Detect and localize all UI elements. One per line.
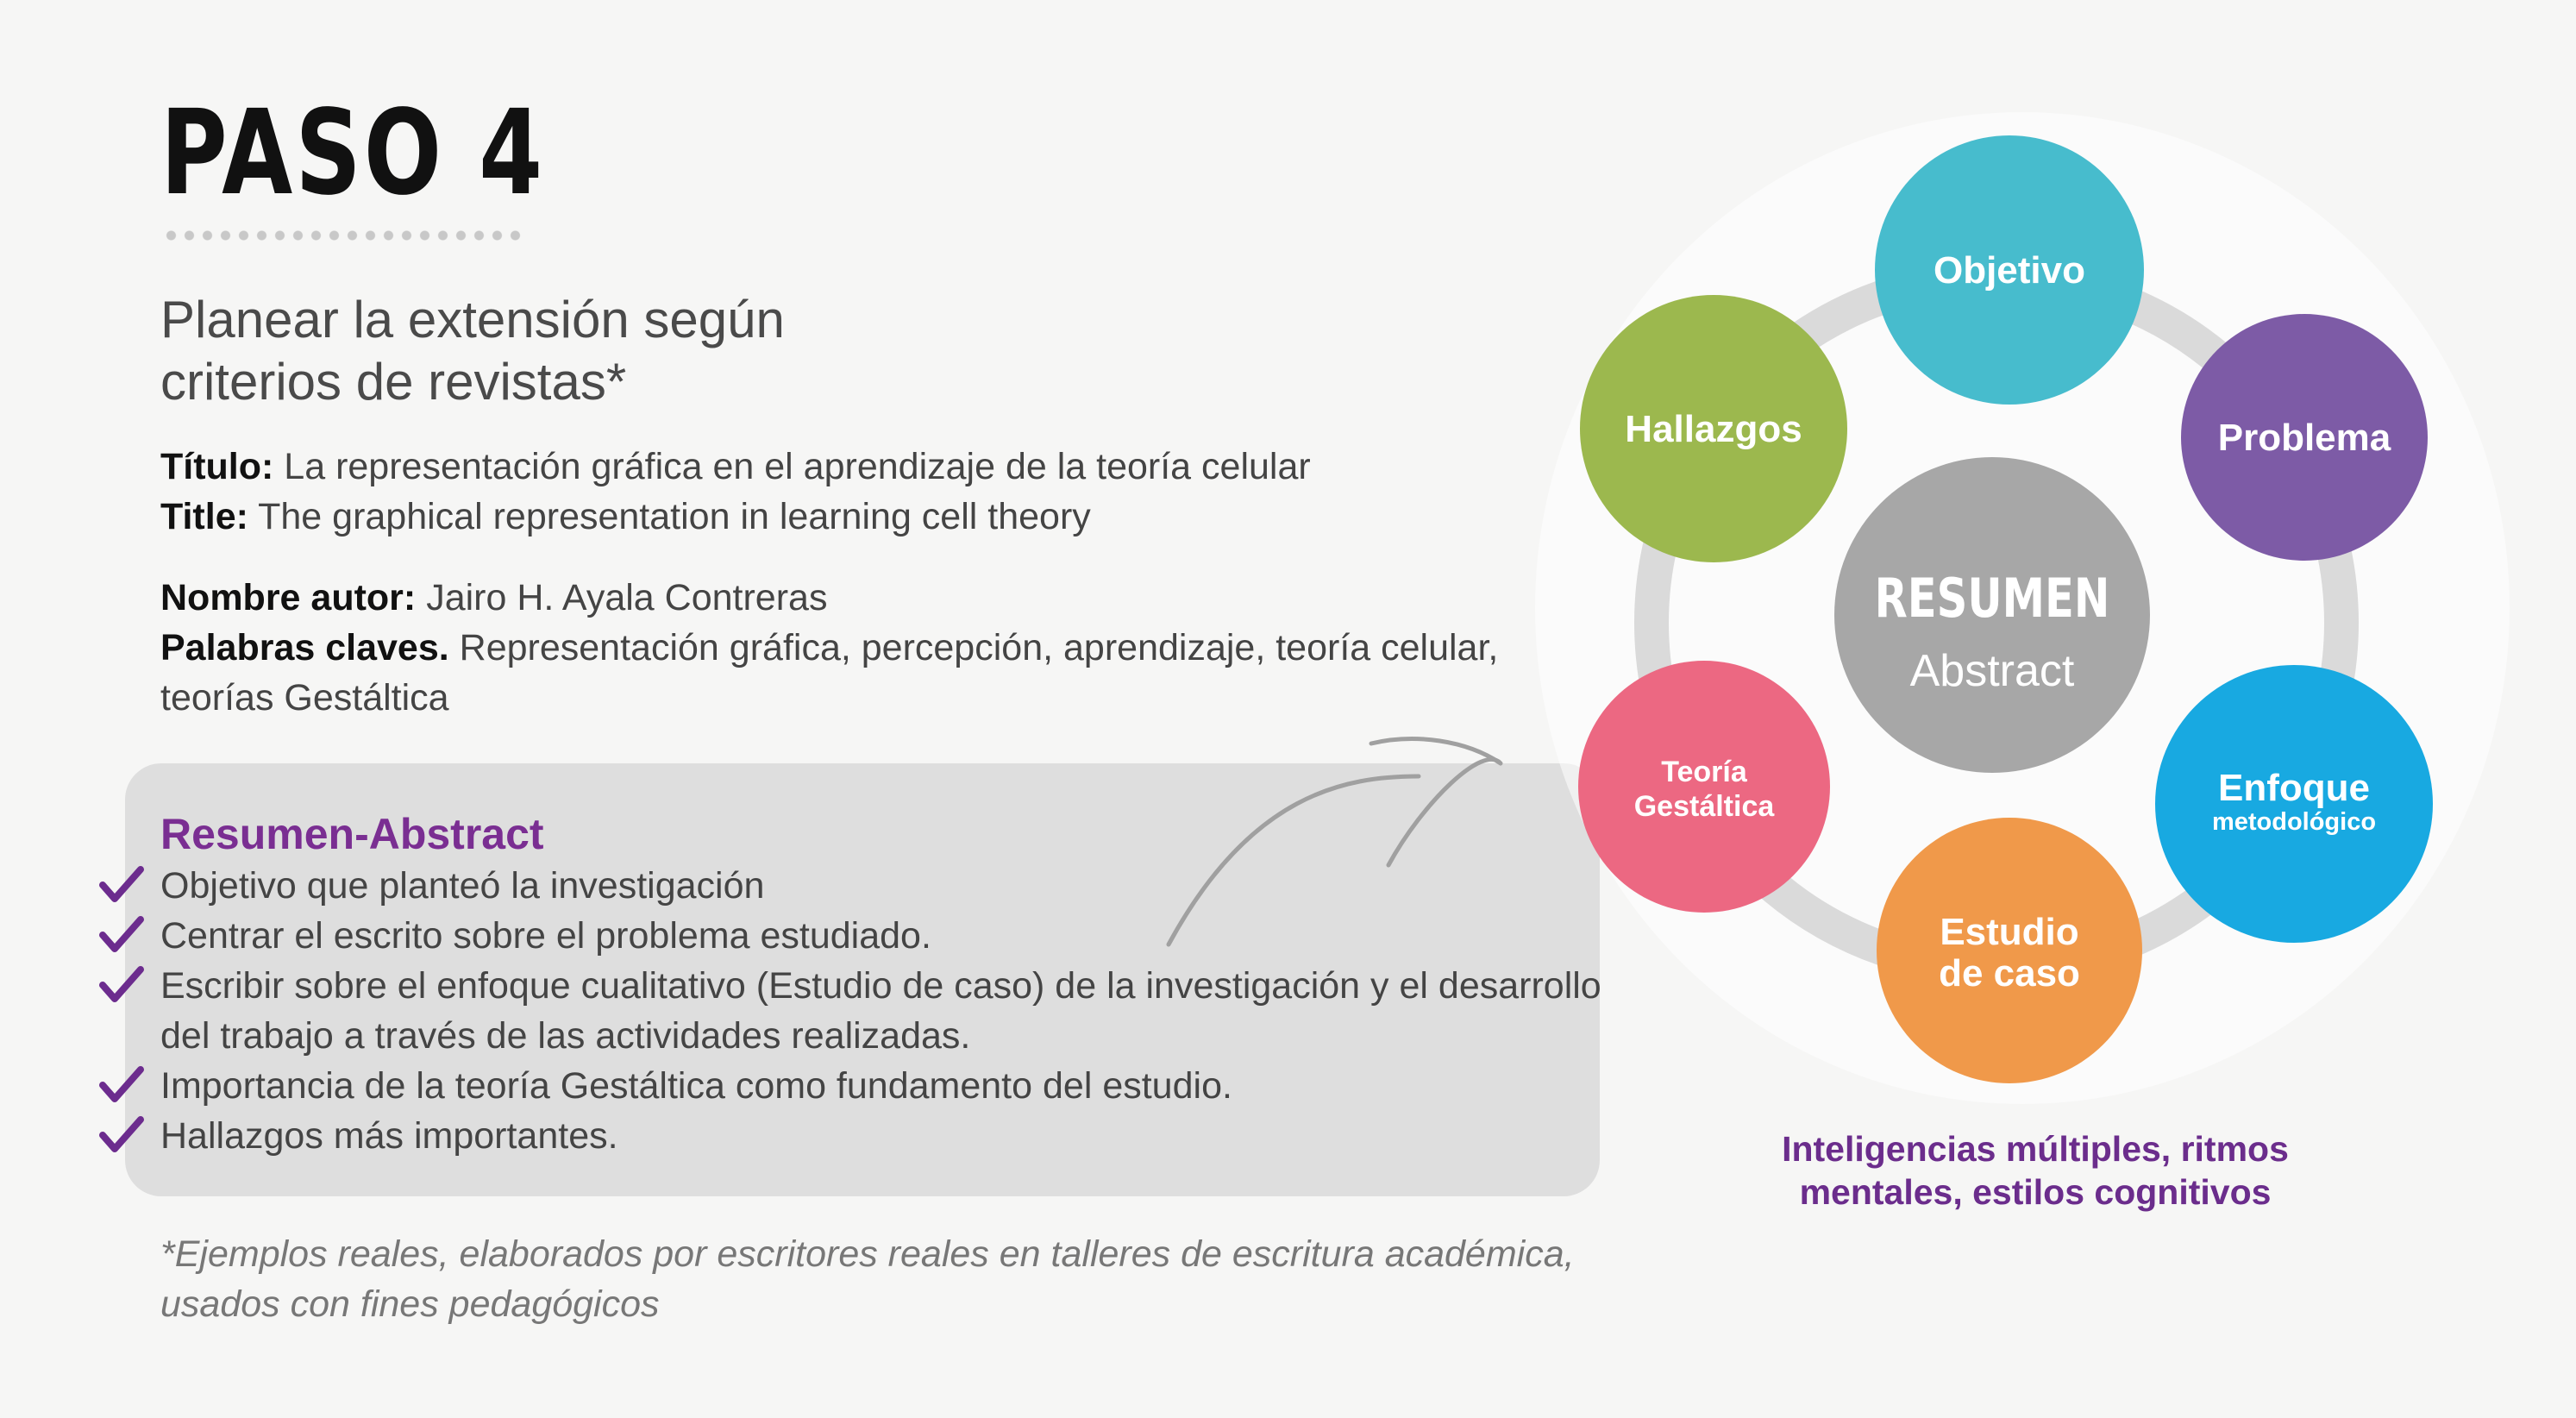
author-value: Jairo H. Ayala Contreras <box>426 577 828 618</box>
curved-arrow <box>1371 739 1501 865</box>
checklist-text: Centrar el escrito sobre el problema estudiado. <box>160 915 931 957</box>
titulo-label: Título: <box>160 446 274 487</box>
checklist-text: Hallazgos más importantes. <box>160 1115 618 1157</box>
checklist-text: Escribir sobre el enfoque cualitativo (Estudio de caso) de la investigación y el desarrollo del trabajo a través de las actividades realizadas. <box>160 965 1601 1057</box>
node-label-2: Gestáltica <box>1633 790 1775 823</box>
node-label: Objetivo <box>1933 249 2086 292</box>
abstract-panel-title: Resumen-Abstract <box>160 810 544 858</box>
node-sublabel: metodológico <box>2211 808 2377 836</box>
node-hallazgos <box>1580 295 1847 562</box>
node-objetivo <box>1875 135 2144 405</box>
title-label: Title: <box>160 496 248 537</box>
step-title: PASO 4 <box>160 85 546 222</box>
node-label-2: de caso <box>1939 952 2080 994</box>
footnote: *Ejemplos reales, elaborados por escritores reales en talleres de escritura académica, usados con fines pedagógicos <box>160 1233 1575 1325</box>
caption-line-1: Inteligencias múltiples, ritmos <box>1782 1129 2289 1169</box>
center-title: RESUMEN <box>1874 568 2110 631</box>
checklist-text: Objetivo que planteó la investigación <box>160 865 765 907</box>
node-label: Hallazgos <box>1625 408 1802 450</box>
titulo-value: La representación gráfica en el aprendizaje de la teoría celular <box>284 446 1311 487</box>
checklist-text: Importancia de la teoría Gestáltica como fundamento del estudio. <box>160 1065 1232 1107</box>
node-label: Enfoque <box>2218 767 2370 809</box>
node-estudio-de-caso <box>1877 818 2142 1083</box>
subtitle-line-2: criterios de revistas* <box>160 353 627 411</box>
author-label: Nombre autor: <box>160 577 417 618</box>
title-value: The graphical representation in learning cell theory <box>258 496 1091 537</box>
keywords-label: Palabras claves. <box>160 627 449 668</box>
node-enfoque <box>2155 665 2433 943</box>
diagram-caption <box>1604 1127 2466 1214</box>
node-problema <box>2181 314 2428 561</box>
caption-line-2: mentales, estilos cognitivos <box>1799 1172 2272 1212</box>
subtitle-line-1: Planear la extensión según <box>160 291 785 348</box>
node-teoria-gestaltica <box>1578 661 1830 913</box>
center-subtitle: Abstract <box>1909 646 2075 696</box>
node-label: Teoría <box>1661 756 1747 788</box>
node-label: Problema <box>2217 417 2391 459</box>
curved-arrow <box>1169 776 1419 944</box>
node-label: Estudio <box>1940 911 2079 953</box>
keywords-value: Representación gráfica, percepción, aprendizaje, teoría celular, teorías Gestáltica <box>160 627 1499 718</box>
